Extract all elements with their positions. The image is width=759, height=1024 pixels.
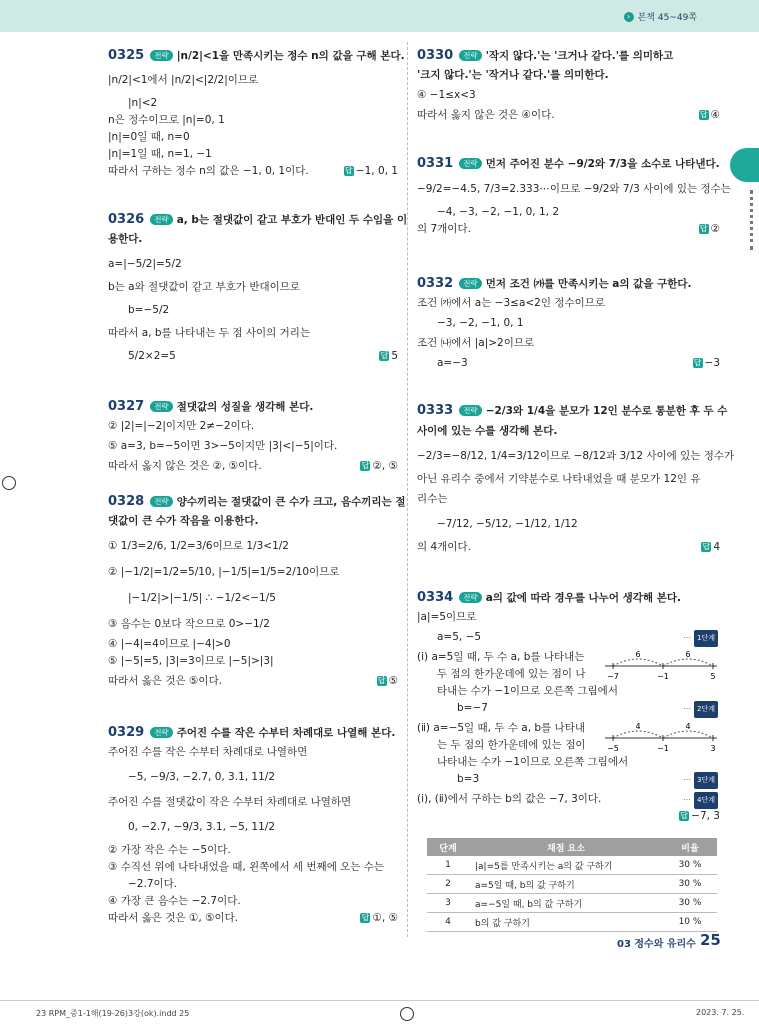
strategy-badge: 전략 <box>459 278 482 289</box>
solution-line: ② |2|=|−2|이지만 2≠−2이다. <box>108 420 255 432</box>
column-header: 단계 <box>427 838 469 856</box>
solution-line: |a|=5이므로 <box>417 611 477 623</box>
problem-0332 <box>417 275 720 372</box>
solution-line: b는 a와 절댓값이 같고 부호가 반대이므로 <box>108 281 301 293</box>
strategy-hint-continued: 댓값이 큰 수가 작음을 이용한다. <box>108 515 259 527</box>
strategy-hint: 양수끼리는 절댓값이 큰 수가 크고, 음수끼리는 절 <box>176 496 406 508</box>
distance-label: 6 <box>635 650 641 659</box>
solution-line: ⑤ a=3, b=−5이면 3>−5이지만 |3|<|−5|이다. <box>108 440 338 452</box>
solution-line: 따라서 옳지 않은 것은 ④이다. <box>417 109 555 121</box>
distance-label: 6 <box>685 650 691 659</box>
solution-line: −2/3=−8/12, 1/4=3/12이므로 −8/12과 3/12 사이에 있는 정수가 <box>417 450 735 462</box>
problem-0331 <box>417 155 731 238</box>
ratio-cell: 10 % <box>663 913 717 932</box>
solution-line: a=−3 <box>437 357 468 369</box>
strategy-hint: 먼저 주어진 분수 −9/2와 7/3을 소수로 나타낸다. <box>485 158 720 170</box>
solution-line: 주어진 수를 절댓값이 작은 수부터 차례대로 나열하면 <box>108 796 352 808</box>
table-row <box>427 856 717 875</box>
strategy-hint: 먼저 조건 ㈎를 만족시키는 a의 값을 구한다. <box>485 278 692 290</box>
number-line-1 <box>605 646 717 682</box>
solution-line: |n/2|<1에서 |n/2|<|2/2|이므로 <box>108 74 259 86</box>
strategy-hint-continued: 용한다. <box>108 233 143 245</box>
solution-line: ③ 수직선 위에 나타내었을 때, 왼쪽에서 세 번째에 오는 수는 <box>108 861 385 873</box>
solution-line: 는 두 점의 한가운데에 있는 점이 <box>437 739 586 751</box>
solution-line: ④ −1≤x<3 <box>417 89 476 101</box>
step-marker: ⋯ 4단계 <box>683 791 718 809</box>
answer-label: 답 <box>699 224 708 233</box>
solution-line: 아닌 유리수 중에서 기약분수로 나타내었을 때 분모가 12인 유 <box>417 473 701 485</box>
problem-number: 0329 <box>108 725 145 740</box>
solution-line: ④ 가장 큰 음수는 −2.7이다. <box>108 895 241 907</box>
page-reference-text: 본책 45~49쪽 <box>637 13 697 23</box>
tick-label: −1 <box>657 672 669 681</box>
desc-cell: b의 값 구하기 <box>469 913 663 932</box>
distance-label: 4 <box>685 722 691 731</box>
page-reference <box>624 10 697 23</box>
problem-number: 0328 <box>108 494 145 509</box>
answer-label: 답 <box>699 110 708 119</box>
strategy-badge: 전략 <box>150 50 173 61</box>
problem-number: 0330 <box>417 48 454 63</box>
solution-line: 두 점의 한가운데에 있는 점이 나 <box>437 668 586 680</box>
step-badge: 3단계 <box>694 772 718 789</box>
problem-0333 <box>417 402 735 556</box>
step-cell: 2 <box>427 875 469 894</box>
answer-value: −1, 0, 1 <box>355 165 398 177</box>
strategy-badge: 전략 <box>150 496 173 507</box>
answer-label: 답 <box>380 351 389 360</box>
answer-label: 답 <box>344 166 353 175</box>
solution-line: ② |−1/2|=1/2=5/10, |−1/5|=1/5=2/10이므로 <box>108 566 340 578</box>
solution-line: 조건 ㈏에서 |a|>2이므로 <box>417 337 535 349</box>
solution-line: 따라서 옳은 것은 ⑤이다. <box>108 675 223 687</box>
arc <box>613 659 663 666</box>
answer <box>379 348 398 365</box>
answer-label: 답 <box>680 811 689 820</box>
solution-line: n은 정수이므로 |n|=0, 1 <box>108 114 225 126</box>
answer <box>699 107 720 124</box>
solution-line: ⑤ |−5|=5, |3|=3이므로 |−5|>|3| <box>108 655 274 667</box>
solution-line: ④ |−4|=4이므로 |−4|>0 <box>108 638 231 650</box>
tick-label: 3 <box>710 744 716 753</box>
problem-0325 <box>108 47 405 180</box>
strategy-hint: 절댓값의 성질을 생각해 본다. <box>176 401 314 413</box>
answer-label: 답 <box>377 676 386 685</box>
registration-mark-icon <box>2 476 16 490</box>
problem-0329 <box>108 724 398 927</box>
answer <box>679 808 720 825</box>
solution-line: (ⅰ) a=5일 때, 두 수 a, b를 나타내는 <box>417 651 585 663</box>
strategy-hint: |n/2|<1을 만족시키는 정수 n의 값을 구해 본다. <box>176 50 405 62</box>
strategy-hint: 주어진 수를 작은 수부터 차례대로 나열해 본다. <box>176 727 396 739</box>
solution-line: 리수는 <box>417 493 448 505</box>
step-cell: 4 <box>427 913 469 932</box>
tick-label: −5 <box>607 744 619 753</box>
step-badge: 2단계 <box>694 701 718 718</box>
answer <box>360 458 398 475</box>
answer-label: 답 <box>361 913 370 922</box>
solution-line: −4, −3, −2, −1, 0, 1, 2 <box>437 206 560 218</box>
solution-line: |n|<2 <box>128 97 158 109</box>
step-cell: 3 <box>427 894 469 913</box>
strategy-badge: 전략 <box>150 401 173 412</box>
answer <box>377 673 398 690</box>
solution-line: |−1/2|>|−1/5| ∴ −1/2<−1/5 <box>128 592 276 604</box>
step-badge: 4단계 <box>694 792 718 809</box>
answer-value: −3 <box>704 357 720 369</box>
solution-line: ③ 음수는 0보다 작으므로 0>−1/2 <box>108 618 270 630</box>
answer-label: 답 <box>702 542 711 551</box>
answer-value: ④ <box>710 109 720 121</box>
distance-label: 4 <box>635 722 641 731</box>
step-marker: ⋯ 2단계 <box>683 700 718 718</box>
answer-value: 4 <box>713 541 720 553</box>
solution-line: 따라서 구하는 정수 n의 값은 −1, 0, 1이다. <box>108 165 309 177</box>
solution-line: b=−5/2 <box>128 304 170 316</box>
desc-cell: a=−5일 때, b의 값 구하기 <box>469 894 663 913</box>
solution-line: ① 1/3=2/6, 1/2=3/6이므로 1/3<1/2 <box>108 540 289 552</box>
column-header: 비율 <box>663 838 717 856</box>
strategy-hint: a, b는 절댓값이 같고 부호가 반대인 두 수임을 이 <box>176 214 408 226</box>
solution-line: 의 7개이다. <box>417 223 471 235</box>
step-cell: 1 <box>427 856 469 875</box>
solution-line: 조건 ㈎에서 a는 −3≤a<2인 정수이므로 <box>417 297 606 309</box>
solution-line: a=|−5/2|=5/2 <box>108 258 182 270</box>
problem-0328 <box>108 493 406 690</box>
solution-line: −2.7이다. <box>128 878 178 890</box>
solution-line: a=5, −5 <box>437 631 482 643</box>
answer-value: ①, ⑤ <box>372 912 398 924</box>
answer-value: ⑤ <box>388 675 398 687</box>
problem-number: 0334 <box>417 590 454 605</box>
solution-line: b=−7 <box>457 702 488 714</box>
answer-value: 5 <box>391 350 398 362</box>
problem-0330 <box>417 47 720 124</box>
ratio-cell: 30 % <box>663 856 717 875</box>
answer <box>693 355 720 372</box>
solution-line: (ⅱ) a=−5일 때, 두 수 a, b를 나타내 <box>417 722 585 734</box>
solution-line: 따라서 옳지 않은 것은 ②, ⑤이다. <box>108 460 262 472</box>
problem-number: 0327 <box>108 399 145 414</box>
step-marker: ⋯ 3단계 <box>683 771 718 789</box>
ratio-cell: 30 % <box>663 875 717 894</box>
strategy-badge: 전략 <box>459 158 482 169</box>
answer-value: ②, ⑤ <box>372 460 398 472</box>
solution-line: |n|=0일 때, n=0 <box>108 131 190 143</box>
solution-line: −3, −2, −1, 0, 1 <box>437 317 524 329</box>
arc <box>663 731 713 738</box>
print-date: 2023. 7. 25. <box>696 1008 745 1017</box>
solution-line: −7/12, −5/12, −1/12, 1/12 <box>437 518 578 530</box>
problem-0334 <box>417 589 720 825</box>
solution-line: 5/2×2=5 <box>128 350 176 362</box>
scoring-table <box>427 838 717 932</box>
strategy-badge: 전략 <box>150 214 173 225</box>
strategy-badge: 전략 <box>459 50 482 61</box>
strategy-badge: 전략 <box>150 727 173 738</box>
problem-0326 <box>108 211 408 365</box>
step-badge: 1단계 <box>694 630 718 647</box>
strategy-hint: −2/3와 1/4을 분모가 12인 분수로 통분한 후 두 수 <box>485 405 728 417</box>
strategy-hint: '작지 않다.'는 '크거나 같다.'를 의미하고 <box>485 50 674 62</box>
answer-label: 답 <box>693 358 702 367</box>
solution-line: −9/2=−4.5, 7/3=2.333⋯이므로 −9/2와 7/3 사이에 있는 정수는 <box>417 183 731 195</box>
ratio-cell: 30 % <box>663 894 717 913</box>
answer-label: 답 <box>361 461 370 470</box>
column-divider <box>407 42 408 937</box>
answer-value: ② <box>710 223 720 235</box>
solution-line: ② 가장 작은 수는 −5이다. <box>108 844 231 856</box>
strategy-hint-continued: 사이에 있는 수를 생각해 본다. <box>417 425 558 437</box>
arc <box>663 659 713 666</box>
solution-line: b=3 <box>457 773 480 785</box>
solution-line: 따라서 옳은 것은 ①, ⑤이다. <box>108 912 239 924</box>
tick-label: −1 <box>657 744 669 753</box>
solution-line: 타내는 수가 −1이므로 오른쪽 그림에서 <box>437 685 618 697</box>
answer <box>360 910 398 927</box>
chapter-title: 03 정수와 유리수 <box>617 939 696 950</box>
problem-number: 0333 <box>417 403 454 418</box>
solution-line: |n|=1일 때, n=1, −1 <box>108 148 212 160</box>
answer <box>699 221 720 238</box>
side-tab-text <box>750 190 759 250</box>
chapter-side-tab <box>730 148 759 182</box>
tick-label: −7 <box>607 672 619 681</box>
answer-value: −7, 3 <box>691 810 720 822</box>
problem-number: 0326 <box>108 212 145 227</box>
strategy-badge: 전략 <box>459 405 482 416</box>
tick-label: 5 <box>710 672 716 681</box>
arrow-right-icon: › <box>624 12 634 22</box>
problem-0327 <box>108 398 398 475</box>
solution-line: 나타내는 수가 −1이므로 오른쪽 그림에서 <box>437 756 629 768</box>
strategy-badge: 전략 <box>459 592 482 603</box>
solution-line: 0, −2.7, −9/3, 3.1, −5, 11/2 <box>128 821 276 833</box>
answer <box>701 539 720 556</box>
table-row <box>427 894 717 913</box>
number-line-2 <box>605 718 717 754</box>
solution-line: −5, −9/3, −2.7, 0, 3.1, 11/2 <box>128 771 276 783</box>
strategy-hint-continued: '크지 않다.'는 '작거나 같다.'를 의미한다. <box>417 69 609 81</box>
solution-line: 의 4개이다. <box>417 541 471 553</box>
step-marker: ⋯ 1단계 <box>683 629 718 647</box>
solution-line: 따라서 a, b를 나타내는 두 점 사이의 거리는 <box>108 327 311 339</box>
column-header: 채점 요소 <box>469 838 663 856</box>
strategy-hint: a의 값에 따라 경우를 나누어 생각해 본다. <box>485 592 681 604</box>
arc <box>613 731 663 738</box>
registration-mark-icon <box>400 1007 414 1021</box>
table-row <box>427 913 717 932</box>
problem-number: 0331 <box>417 156 454 171</box>
problem-number: 0325 <box>108 48 145 63</box>
solution-line: (ⅰ), (ⅱ)에서 구하는 b의 값은 −7, 3이다. <box>417 793 602 805</box>
print-slug-line <box>0 1000 759 1001</box>
print-file-name: 23 RPM_중1-1해(19-26)3강(ok).indd 25 <box>36 1009 190 1018</box>
solution-line: 주어진 수를 작은 수부터 차례대로 나열하면 <box>108 746 308 758</box>
page-number: 25 <box>700 931 721 949</box>
problem-number: 0332 <box>417 276 454 291</box>
answer <box>344 163 398 180</box>
desc-cell: a=5일 때, b의 값 구하기 <box>469 875 663 894</box>
table-row <box>427 875 717 894</box>
desc-cell: |a|=5를 만족시키는 a의 값 구하기 <box>469 856 663 875</box>
table-header-row <box>427 838 717 856</box>
